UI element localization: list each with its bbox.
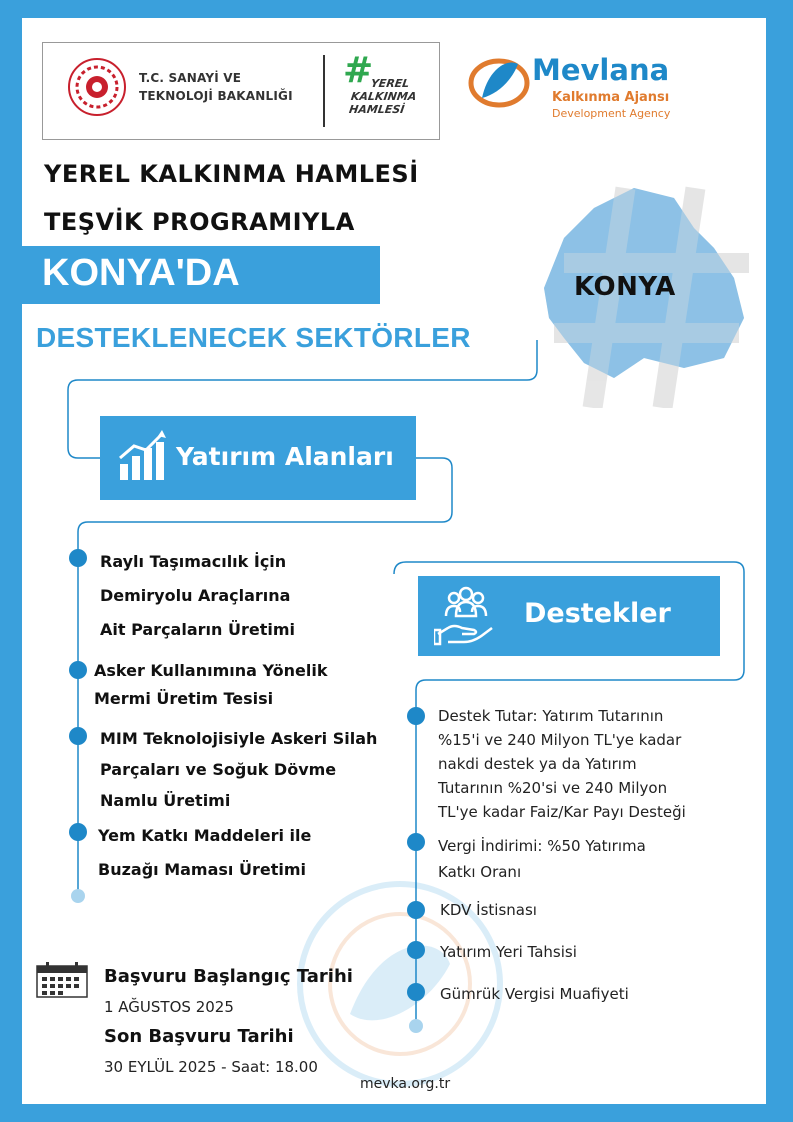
start-date-value: 1 AĞUSTOS 2025: [104, 998, 234, 1016]
start-date-label: Başvuru Başlangıç Tarihi: [104, 966, 353, 987]
supports-heading-tag: [418, 576, 720, 656]
people-hand-icon: [434, 584, 498, 648]
calendar-icon: [36, 962, 88, 998]
bullet-dot-icon: [406, 900, 426, 920]
bullet-dot-icon: [68, 726, 88, 746]
ministry-name: T.C. SANAYİ VE TEKNOLOJİ BAKANLIĞI: [139, 71, 293, 103]
bullet-dot-icon: [406, 832, 426, 852]
investment-areas-heading-tag: [100, 416, 416, 500]
campaign-logo-text: YEREL KALKINMA HAMLESİ: [348, 77, 418, 116]
agency-name: Mevlana: [532, 53, 670, 87]
agency-subtitle: Kalkınma Ajansı: [552, 90, 670, 105]
page-subtitle: DESTEKLENECEK SEKTÖRLER: [36, 322, 471, 353]
bullet-dot-icon: [68, 548, 88, 568]
end-dot-icon: [70, 888, 86, 904]
investment-item-4: Yem Katkı Maddeleri ile Buzağı Maması Üretimi: [98, 826, 312, 879]
website-link[interactable]: mevka.org.tr: [360, 1076, 451, 1092]
investment-areas-heading: Yatırım Alanları: [176, 442, 394, 471]
investment-item-1: Raylı Taşımacılık İçin Demiryolu Araçlarına Ait Parçaların Üretimi: [100, 552, 295, 639]
map-label: KONYA: [574, 272, 676, 302]
bullet-dot-icon: [68, 822, 88, 842]
support-item-1: Destek Tutar: Yatırım Tutarının %15'i ve 240 Milyon TL'ye kadar nakdi destek ya da Yatırım Tutarının %20'si ve 240 Milyon TL'ye kadar Faiz/Kar Payı Desteği: [438, 707, 686, 821]
supports-heading: Destekler: [524, 598, 671, 629]
title-line-2: TEŞVİK PROGRAMIYLA: [44, 208, 355, 236]
investment-item-2: Asker Kullanımına Yönelik Mermi Üretim Tesisi: [94, 661, 328, 708]
bullet-dot-icon: [406, 706, 426, 726]
bullet-dot-icon: [406, 982, 426, 1002]
campaign-hash-icon: #: [343, 50, 374, 91]
end-date-value: 30 EYLÜL 2025 - Saat: 18.00: [104, 1058, 318, 1076]
support-item-3: KDV İstisnası: [440, 901, 537, 919]
poster: [22, 18, 766, 1104]
support-item-5: Gümrük Vergisi Muafiyeti: [440, 985, 629, 1003]
investment-item-3: MIM Teknolojisiyle Askeri Silah Parçaları ve Soğuk Dövme Namlu Üretimi: [100, 729, 378, 810]
title-line-1: YEREL KALKINMA HAMLESİ: [44, 160, 419, 188]
title-highlight: KONYA'DA: [42, 252, 240, 294]
bullet-dot-icon: [406, 940, 426, 960]
support-item-2: Vergi İndirimi: %50 Yatırıma Katkı Oranı: [438, 837, 646, 881]
agency-english-name: Development Agency: [552, 107, 671, 120]
support-item-4: Yatırım Yeri Tahsisi: [440, 943, 577, 961]
end-dot-icon: [408, 1018, 424, 1034]
bullet-dot-icon: [68, 660, 88, 680]
bar-chart-growth-icon: [118, 430, 166, 482]
end-date-label: Son Başvuru Tarihi: [104, 1026, 294, 1047]
